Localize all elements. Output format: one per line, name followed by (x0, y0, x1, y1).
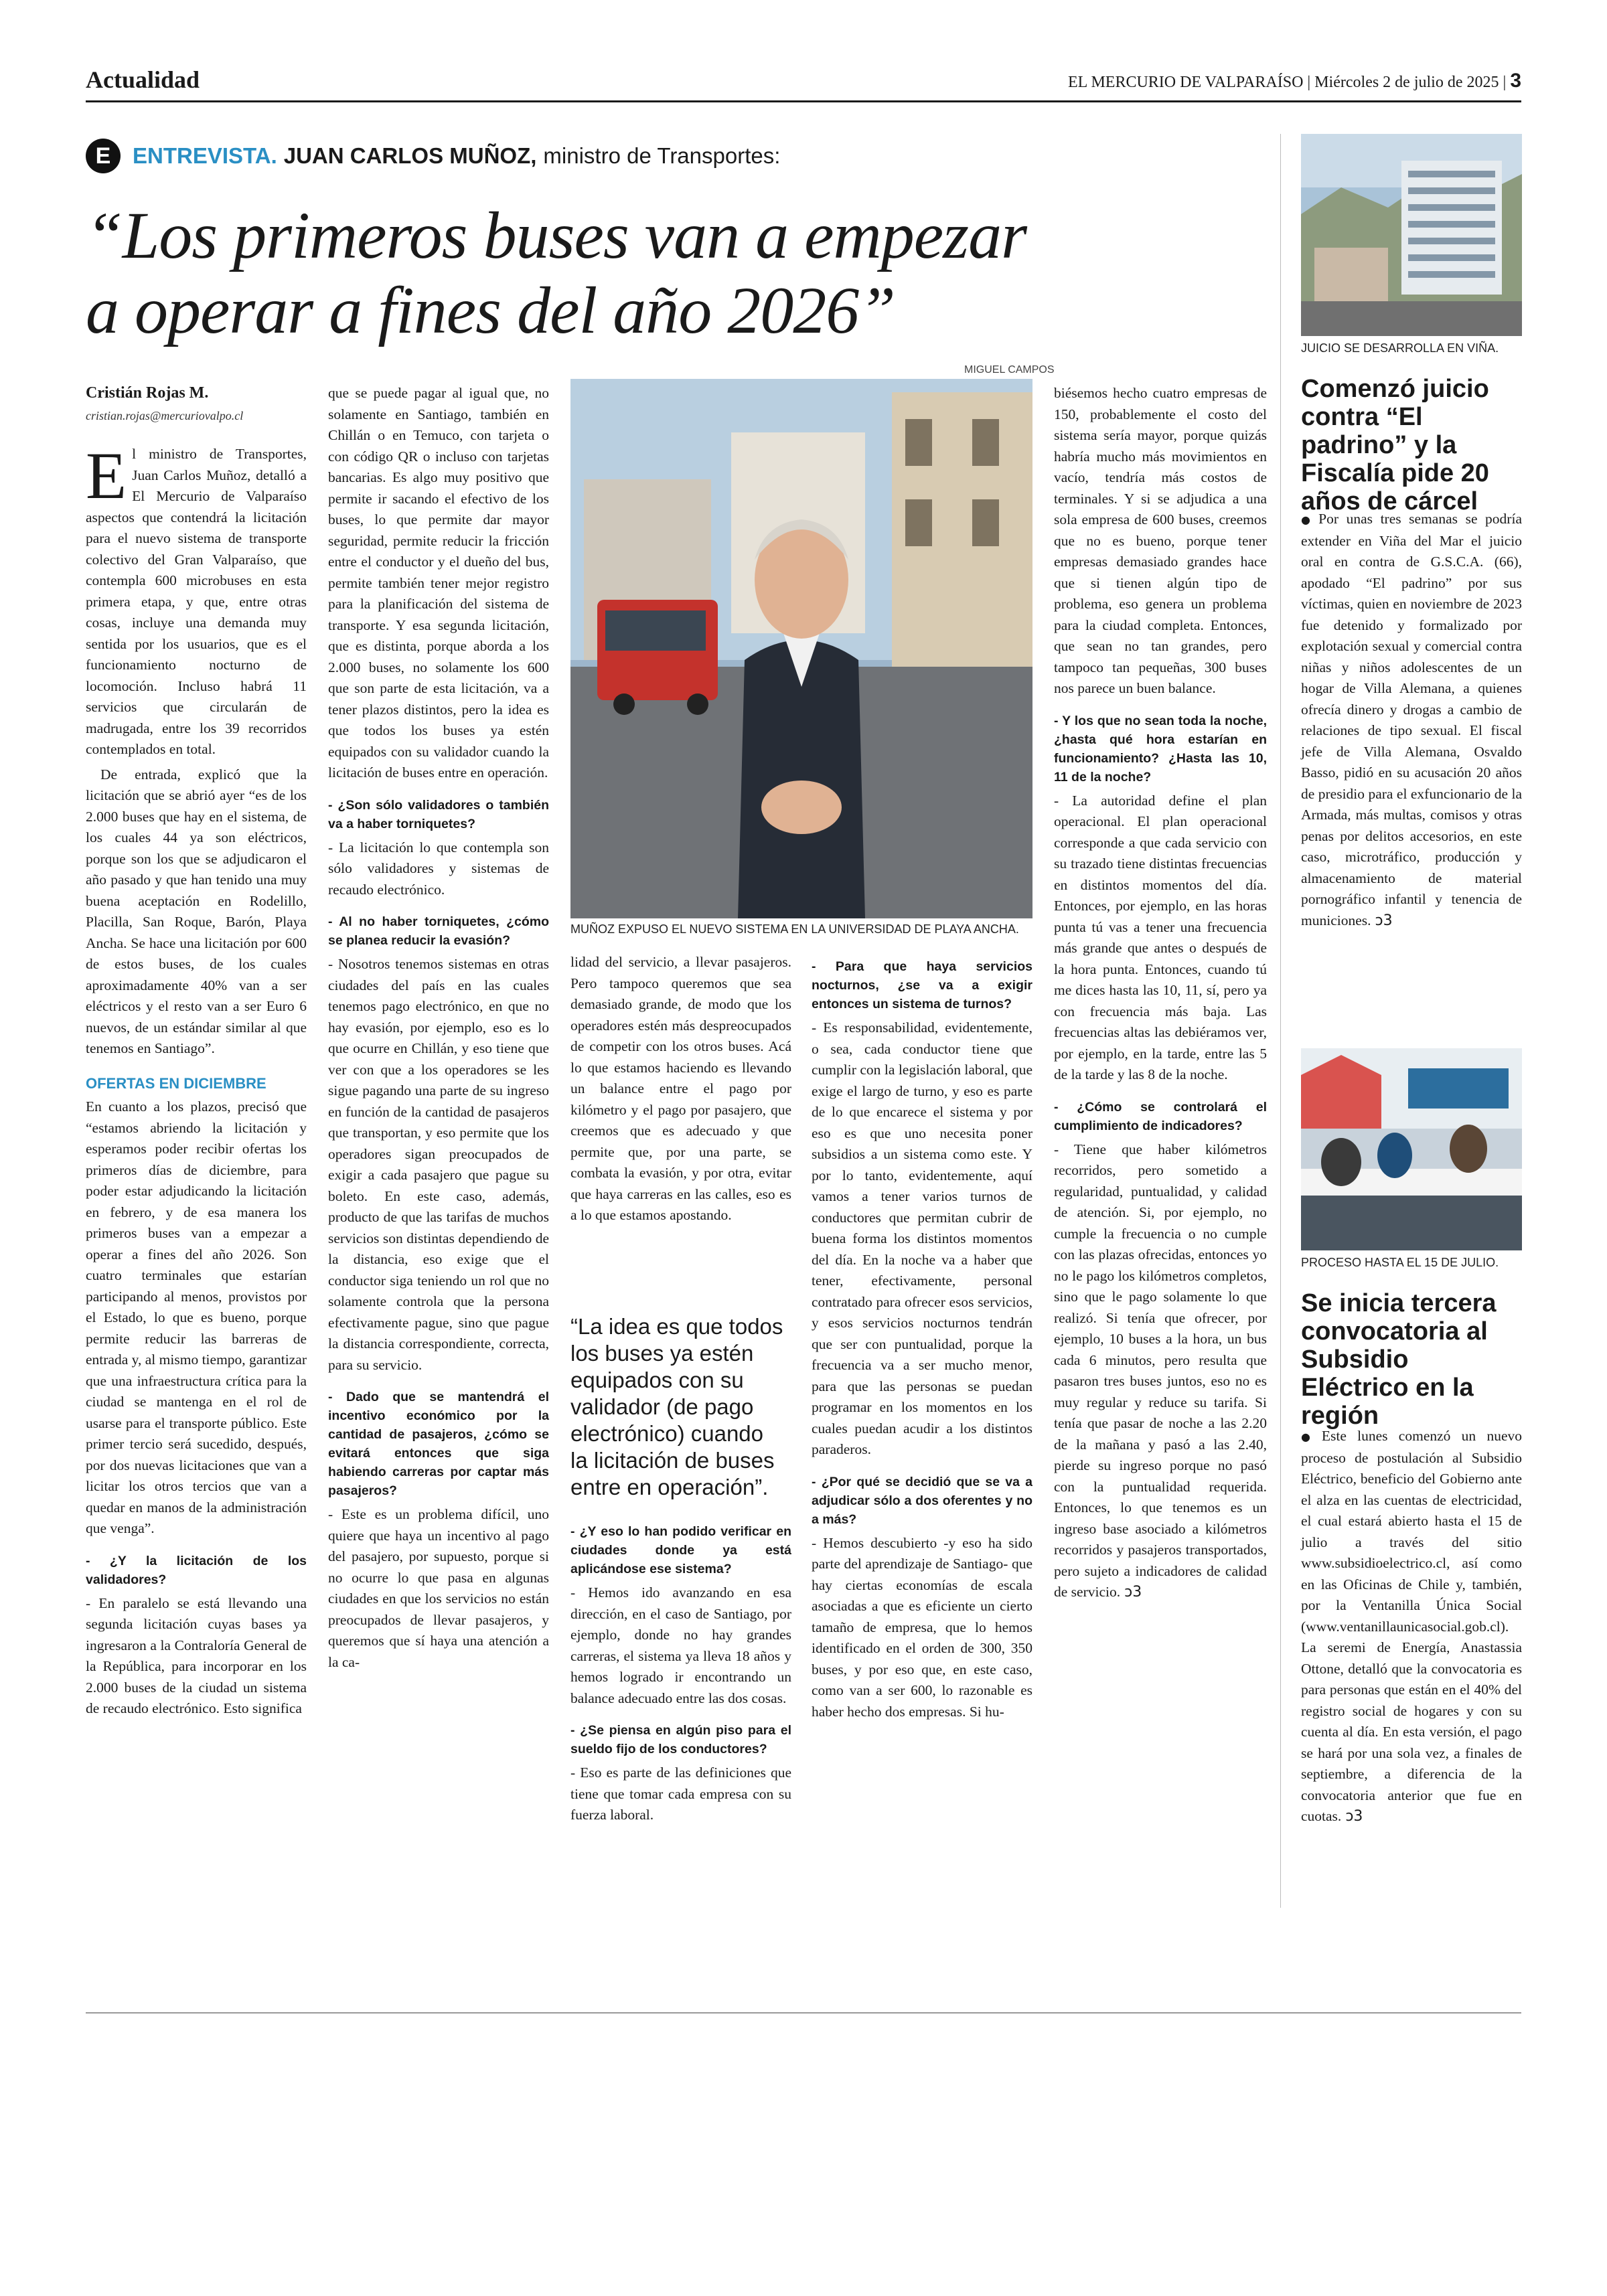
interview-question: - ¿Se piensa en algún piso para el sueldo fijo de los conductores? (570, 1723, 791, 1756)
kicker-role: ministro de Transportes: (543, 143, 781, 168)
paragraph: De entrada, explicó que la licitación que se abrió ayer “es de los 2.000 buses que hay en el sistema, de los cuales 44 ya son eléctricos, porque son los que se adjudicaron el año pasado y que han tenido una muy buena aceptación en Rodelillo, Placilla, San Roque, Barón, Playa Ancha. Se hace una licitación por 600 de estos buses, de los cuales aproximadamente 40% van a ser eléctricos y el resto van a ser Euro 6 nuevos, de un estándar similar al que tenemos en Santiago”. (86, 766, 307, 1056)
article-column-3-lower (570, 1510, 791, 1830)
photo-credit: MIGUEL CAMPOS (964, 364, 1055, 376)
article-column-3 (570, 952, 791, 1230)
interview-question: - ¿Son sólo validadores o también va a haber torniquetes? (328, 797, 549, 831)
bullet-icon: ● (1301, 513, 1315, 526)
interview-answer: - En paralelo se está llevando una segunda licitación cuyas bases ya ingresaron a la Contraloría General de la República, para incorporar en los 2.000 buses de la ciudad un sistema de recaudo electrónico. Esto significa (86, 1594, 307, 1716)
photo-caption: MUÑOZ EXPUSO EL NUEVO SISTEMA EN LA UNIVERSIDAD DE PLAYA ANCHA. (570, 922, 1019, 936)
bottom-rule (86, 2012, 1521, 2014)
minister-photo (570, 379, 1032, 918)
issue-date: Miércoles 2 de julio de 2025 (1314, 74, 1499, 91)
interview-question: - ¿Y eso lo han podido verificar en ciudades donde ya está aplicándose ese sistema? (570, 1524, 791, 1576)
drop-cap: E (86, 438, 127, 513)
top-rule (86, 100, 1521, 102)
court-building-photo (1301, 134, 1522, 336)
kicker-label: ENTREVISTA. (133, 143, 277, 168)
interview-badge-icon: E (86, 139, 121, 173)
interview-question: - Para que haya servicios nocturnos, ¿se va a exigir entonces un sistema de turnos? (812, 959, 1032, 1011)
sidebar-photo-caption: PROCESO HASTA EL 15 DE JULIO. (1301, 1256, 1499, 1269)
article-column-5 (1054, 383, 1267, 1607)
interview-answer: - La autoridad define el plan operacional. El plan operacional corresponde a que cada servicio con su trazado tiene distintas frecuencias en distintos momentos del día. Entonces, por ejemplo, en las horas punta tú vas a tener una frecuencia más grande que antes o después de la hora punta. Entonces, cuando tú me dices hasta las 10, 11, sí, pero ya con frecuencia más baja. Las frecuencias altas las debiéramos ver, por ejemplo, en la tarde, entre las 5 de la tarde y las 8 de la noche. (1054, 792, 1267, 1082)
interview-answer: - Eso es parte de las definiciones que tiene que tomar cada empresa con su fuerza laboral. (570, 1765, 791, 1823)
headline-line-1: “Los primeros buses van a empezar (86, 198, 1026, 272)
section-label: Actualidad (86, 66, 200, 93)
masthead: EL MERCURIO DE VALPARAÍSO | Miércoles 2 de julio de 2025 | 3 (1068, 70, 1521, 92)
sidebar-body: ● Este lunes comenzó un nuevo proceso de postulación al Subsidio Eléctrico, beneficio del Gobierno ante el alza en las cuentas de electricidad, el cual estará abierto hasta el 15 de julio a través del sitio www.subsidioelectrico.cl, así como en las Oficinas de Chile y, también, por la Ventanilla Única Social (www.ventanillaunicasocial.gob.cl). La seremi de Energía, Anastassia Ottone, detalló que la convocatoria es para personas que están en el 40% del registro social de hogares y con su cuenta al día. En esta versión, el pago se hará por una sola vez, a finales de septiembre, a diferencia de la convocatoria anterior que fue en cuotas. ↄ3 (1301, 1426, 1522, 1827)
sidebar-headline: Se inicia tercera convocatoria al Subsidio Eléctrico en la región (1301, 1289, 1497, 1430)
bullet-icon: ● (1301, 1430, 1318, 1443)
lead-paragraph: El ministro de Transportes, Juan Carlos Muñoz, detalló a El Mercurio de Valparaíso aspectos que contendrá la licitación para el nuevo sistema de transporte colectivo del Gran Valparaíso, que contempla 600 microbuses en esta primera etapa, y que, entre otras cosas, incluye una demanda muy sentida por los usuarios, que es el funcionamiento nocturno de locomoción. Incluso habrá 11 servicios que circularán de madrugada, entre los 39 recorridos contemplados en total. (86, 438, 307, 757)
page-number: 3 (1510, 70, 1521, 92)
sidebar-headline: Comenzó juicio contra “El padrino” y la Fiscalía pide 20 años de cárcel (1301, 375, 1489, 515)
interview-answer: - Hemos descubierto -y eso ha sido parte del aprendizaje de Santiago- que hay ciertas economías de escala asociadas a que es eficiente un cierto tamaño de empresa, que lo hemos identificado en el orden de 300, 350 buses, y por eso que, en este caso, como van a ser 600, lo razonable es haber hecho dos empresas. Si hu- (812, 1534, 1032, 1720)
sidebar-body: ● Por unas tres semanas se podría extender en Viña del Mar el juicio oral en contra de G.S.C.A. (66), apodado “El padrino” por sus víctimas, quien en noviembre de 2023 fue detenido y formalizado por explotación sexual y comercial contra niñas y niños adolescentes de un hogar de Villa Alemana, a quienes ofrecía dinero y drogas a cambio de relaciones de tipo sexual. El fiscal jefe de Villa Alemana, Osvaldo Basso, pidió en su acusación 20 años de presidio para el exfuncionario de la Armada, más multas, comisos y otras penas por delitos accesorios, en este caso, microtráfico, producción y almacenamiento de material pornográfico infantil y tenencia de municiones. ↄ3 (1301, 509, 1522, 931)
interview-question: - ¿Y la licitación de los validadores? (86, 1553, 307, 1587)
end-of-article-icon: ↄ3 (1124, 1584, 1142, 1601)
kicker (86, 138, 780, 174)
kicker-name: JUAN CARLOS MUÑOZ, (283, 143, 537, 168)
paragraph: lidad del servicio, a llevar pasajeros. Pero tampoco queremos que sea demasiado grande, de modo que los operadores estén más despreocupados de competir con los otros buses. Acá lo que estamos haciendo es llevando un balance entre el pago por kilómetro y el pago por pasajero, que creemos que es adecuado y que permite que, por una parte, se combata la evasión, y por otra, evitar que haya carreras en las calles, eso es a lo que estamos apostando. (570, 954, 791, 1223)
end-of-article-icon: ↄ3 (1375, 912, 1393, 929)
interview-question: - Dado que se mantendrá el incentivo económico por la cantidad de pasajeros, ¿cómo se evitará entonces que siga habiendo carreras por captar más pasajeros? (328, 1390, 549, 1498)
byline-email: cristian.rojas@mercuriovalpo.cl (86, 408, 244, 422)
end-of-article-icon: ↄ3 (1345, 1808, 1363, 1825)
interview-answer: - Hemos ido avanzando en esa dirección, en el caso de Santiago, por ejemplo, donde no hay grandes carreras, el sistema ya lleva 18 años y hemos logrado ir encontrando un balance adecuado entre las dos cosas. (570, 1584, 791, 1706)
paragraph: biésemos hecho cuatro empresas de 150, probablemente el costo del sistema sería mayor, porque quizás habría mucho más movimientos en vacío, tendría más costos de terminales. Y si se adjudica a una sola empresa de 600 buses, creemos que no es bueno, porque tener empresas demasiado grandes hace que si tienen algún tipo de problema, eso genera un problema para la ciudad completa. Entonces, que sean no tan grandes, pero tampoco tan pequeñas, 300 buses nos parece un buen balance. (1054, 385, 1267, 696)
pull-quote: “La idea es que todos los buses ya estén equipados con su validador (de pago electrónico) cuando la licitación de buses entre en operación”. (570, 1314, 783, 1499)
paragraph: En cuanto a los plazos, precisó que “estamos abriendo la licitación y esperamos poder recibir ofertas los primeros días de diciembre, para poder estar adjudicando la licitación en febrero, y de esa manera los primeros buses van a empezar a operar a fines del año 2026. Son cuatro terminales que estarían participando al menos, provistos por el Estado, lo que es bueno, porque permite reducir las barreras de entrada y, al mismo tiempo, garantizar que una infraestructura crítica para la ciudad se mantenga en el rol de usarse para el transporte público. Este primer tercio será sucedido, después, por dos nuevas licitaciones que van a licitar los otros tercios que van a quedar en manos de la administración que venga”. (86, 1098, 307, 1536)
interview-question: - Y los que no sean toda la noche, ¿hasta qué hora estarían en funcionamiento? ¿Hasta las 10, 11 de la noche? (1054, 713, 1267, 785)
interview-question: - ¿Por qué se decidió que se va a adjudicar sólo a dos oferentes y no a más? (812, 1474, 1032, 1527)
headline-line-2: a operar a fines del año 2026” (86, 273, 895, 347)
column-divider (1280, 134, 1281, 1908)
headline (86, 198, 1130, 348)
article-column-2 (328, 383, 549, 1677)
newspaper-name: EL MERCURIO DE VALPARAÍSO (1068, 74, 1304, 91)
interview-answer: - Este es un problema difícil, uno quiere que haya un incentivo al pago del pasajero, por supuesto, porque si no ocurre lo que pasa en algunas ciudades en que los servicios no están preocupados de llevar pasajeros, y queremos que sí haya una atención a la ca- (328, 1506, 549, 1670)
article-column-4 (812, 945, 1032, 1726)
interview-answer: - Tiene que haber kilómetros recorridos, pero sometido a regularidad, puntualidad, y calidad de atención. Si, por ejemplo, no cumple la frecuencia o no cumple con las plazas ofrecidas, entonces yo no le pago los kilómetros completos, sino que le pago solamente lo que realizó. Si tenía que ofrecer, por ejemplo, 10 buses a la hora, un bus cada 6 minutos, pero resulta que pasaron tres buses juntos, eso no es muy regular y reduce su tarifa. Si tenía que pasar de noche a las 2.20 de la mañana y pasó a las 2.40, pierde su ingreso porque no pasó con la puntualidad requerida. Entonces, lo que tenemos es un ingreso base asociado a kilómetros recorridos y pasajeros transportados, pero sujeto a indicadores de calidad de servicio. ↄ3 (1054, 1139, 1267, 1603)
interview-question: - Al no haber torniquetes, ¿cómo se planea reducir la evasión? (328, 914, 549, 948)
subheading: OFERTAS EN DICIEMBRE (86, 1074, 266, 1092)
interview-answer: - La licitación lo que contempla son sólo validadores y sistemas de recaudo electrónico. (328, 839, 549, 898)
subsidy-office-photo (1301, 1048, 1522, 1250)
sidebar-photo-caption: JUICIO SE DESARROLLA EN VIÑA. (1301, 341, 1499, 355)
byline-name: Cristián Rojas M. (86, 384, 209, 402)
article-column-1 (86, 383, 307, 1724)
interview-question: - ¿Cómo se controlará el cumplimiento de indicadores? (1054, 1099, 1267, 1133)
paragraph: que se puede pagar al igual que, no solamente en Santiago, también en Chillán o en Temuco, con tarjeta o con código QR o incluso con tarjetas bancarias. Es algo muy positivo que permite ir sacando el efectivo de los buses, lo que permite dar mayor seguridad, permite reducir la fricción entre el conductor y el dueño del bus, permite también tener mejor registro para la planificación del sistema de transporte. Y esa segunda licitación, que es distinta, porque aborda a los 2.000 buses, no solamente los 600 que son parte de esta licitación, va a tener plazos distintos, pero la idea es que todos los buses ya estén equipados con su validador cuando la licitación de buses entre en operación. (328, 385, 549, 781)
interview-answer: - Nosotros tenemos sistemas en otras ciudades del país en las cuales tenemos pago electrónico, en que no hay evasión, por ejemplo, eso es lo que ocurre en Chillán, y eso tiene que ver con que a los operadores se les sigue pagando una parte de su ingreso en función de la cantidad de pasajeros que transportan, y eso permite que los operadores sigan preocupados de exigir a cada pasajero que pague su boleto. En este caso, además, producto de que las tarifas de muchos servicios son distintas dependiendo de la distancia, eso exige que el conductor siga teniendo un rol que no solamente controla que la persona efectivamente pague, sino que pague la distancia correspondiente, correcta, para su servicio. (328, 956, 549, 1373)
interview-answer: - Es responsabilidad, evidentemente, o sea, cada conductor tiene que cumplir con la legislación laboral, que exige el largo de turno, y eso es parte de lo que encarece el sistema y por eso es que uno necesita poner subsidios a un sistema como este. Y por lo tanto, evidentemente, aquí vamos a tener varios turnos de conductores que permitan cubrir de buena forma los distintos momentos del día. En la noche va a haber que tener, efectivamente, personal contratado para ofrecer esos servicios, y esos servicios nocturnos tendrán que ser con puntualidad, porque la frecuencia va a ser mucho menor, para que las personas se puedan programar en los momentos en los cuales puedan acudir a los distintos paraderos. (812, 1019, 1032, 1457)
